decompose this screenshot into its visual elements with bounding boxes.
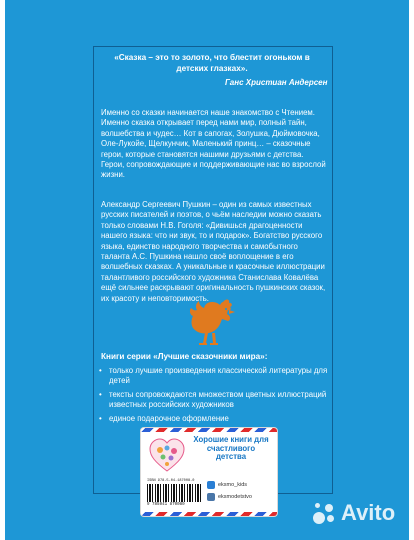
series-title: Книги серии «Лучшие сказочники мира»: bbox=[101, 352, 268, 361]
avito-watermark bbox=[311, 500, 395, 526]
publisher-slogan: Хорошие книги для счастливого детства bbox=[193, 435, 269, 462]
paragraph-intro: Именно со сказки начинается наше знакомство с Чтением. Именно сказка открывает перед нами мир, полный тайн, волшебства и чудес… Кот в сапогах, Золушка, Дюймовочка, Оле-Лукойе, Щелкунчик, Маленький принц… – сказочные герои, которые становятся нашими друзьями с детства. Герои, сопровождающие и поддерживающие нас во взрослой жизни. bbox=[101, 108, 326, 180]
barcode-number: 9 785041 870080 bbox=[147, 503, 185, 507]
airmail-stripe-top bbox=[141, 428, 277, 432]
rooster-icon bbox=[183, 296, 239, 348]
heart-logo-icon bbox=[149, 438, 185, 474]
social-network-icon bbox=[207, 493, 215, 501]
social-handle-detstvo: eksmodetstvo bbox=[207, 493, 252, 501]
paragraph-pushkin: Александр Сергеевич Пушкин – один из самых известных русских писателей и поэтов, о чьём наследии можно сказать только словами Н.В. Гоголя: «Дивишься драгоценности нашего языка: что ни звук, то и подарок». Богатство русского языка, единство народного творчества и самобытного таланта А.С. Пушкина нашло своё воплощение в его волшебных сказках. А уникальные и красочные иллюстрации талантливого российского художника Станислава Ковалёва ещё сильнее раскрывают оригинальность пушкинских сказок, их красоту и неповторимость. bbox=[101, 200, 326, 303]
epigraph-quote: «Сказка – это то золото, что блестит огоньком в детских глазках». bbox=[114, 53, 310, 73]
avito-logo-icon bbox=[311, 500, 337, 526]
isbn-text: ISBN 978-5-04-187008-0 bbox=[147, 479, 195, 483]
frame-notch bbox=[201, 40, 223, 46]
barcode bbox=[147, 484, 201, 502]
watermark-text: Avito bbox=[341, 500, 396, 525]
social-network-icon bbox=[207, 481, 215, 489]
book-back-cover bbox=[5, 0, 409, 540]
list-item: • тексты сопровождаются множеством цветных иллюстраций известных российских художников bbox=[99, 389, 327, 410]
publisher-card bbox=[141, 428, 277, 516]
airmail-stripe-bottom bbox=[141, 512, 277, 516]
list-item: • единое подарочное оформление bbox=[99, 413, 229, 423]
social-handle-kids: eksmo_kids bbox=[207, 481, 247, 489]
series-bullet-list bbox=[99, 366, 331, 427]
epigraph-author: Ганс Христиан Андерсен bbox=[225, 78, 328, 87]
list-item: • только лучшие произведения классической литературы для детей bbox=[99, 366, 328, 386]
